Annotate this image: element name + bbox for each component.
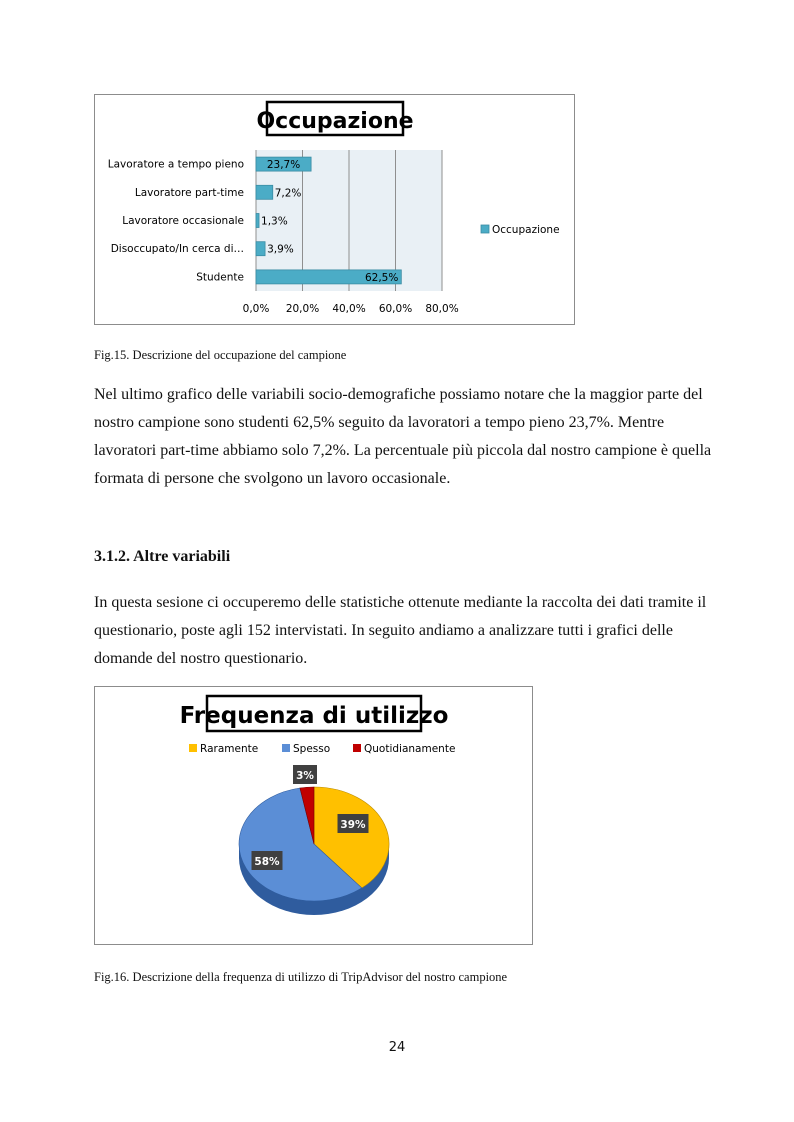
tick-label: 0,0% <box>242 303 270 315</box>
chart-title: Frequenza di utilizzo <box>179 703 449 729</box>
legend-label: Spesso <box>293 743 331 755</box>
figure-caption: Fig.15. Descrizione del occupazione del campione <box>94 348 347 362</box>
category-label: Disoccupato/In cerca di… <box>110 243 244 256</box>
data-label: 7,2% <box>274 187 302 200</box>
category-label: Lavoratore occasionale <box>122 215 244 227</box>
data-label: 1,3% <box>261 215 288 228</box>
legend-swatch <box>481 225 489 233</box>
tick-label: 80,0% <box>425 303 459 315</box>
legend-swatch <box>353 744 361 752</box>
data-label: 3% <box>296 770 314 782</box>
legend-swatch <box>189 744 197 752</box>
section-heading: 3.1.2. Altre variabili <box>94 548 231 565</box>
body-paragraph: Nel ultimo grafico delle variabili socio-demografiche possiamo notare che la maggior parte del nostro campione sono studenti 62,5% seguito da lavoratori a tempo pieno 23,7%. Mentre lavoratori part-time abbiamo solo 7,2%. La percentuale più piccola dal nostro campione è quella formata di persone che svolgono un lavoro occasionale. <box>94 386 712 487</box>
data-label: 62,5% <box>364 271 399 284</box>
legend-label: Occupazione <box>492 224 560 236</box>
bar <box>256 242 265 256</box>
tick-label: 20,0% <box>285 303 320 315</box>
bar <box>256 185 273 199</box>
legend-swatch <box>282 744 290 752</box>
tick-label: 40,0% <box>332 303 366 315</box>
body-paragraph: In questa sesione ci occuperemo delle statistiche ottenute mediante la raccolta dei dati tramite il questionario, poste agli 152 intervistati. In seguito andiamo a analizzare tutti i grafici delle domande del nostro questionario. <box>94 594 707 667</box>
category-label: Lavoratore a tempo pieno <box>107 158 244 171</box>
data-label: 3,9% <box>267 243 294 256</box>
tick-label: 60,0% <box>378 303 413 315</box>
legend-label: Raramente <box>200 743 259 755</box>
chart-title: Occupazione <box>256 109 414 134</box>
data-label: 23,7% <box>266 159 301 172</box>
legend-label: Quotidianamente <box>364 743 456 755</box>
data-label: 58% <box>254 856 280 868</box>
frequency-chart <box>94 686 533 945</box>
category-label: Lavoratore part-time <box>134 186 244 199</box>
data-label: 39% <box>340 819 366 831</box>
frequency-chart-svg <box>95 687 532 944</box>
category-label: Studente <box>196 271 244 284</box>
occupation-chart <box>94 94 575 325</box>
figure-caption: Fig.16. Descrizione della frequenza di utilizzo di TripAdvisor del nostro campione <box>94 970 508 984</box>
bar <box>256 214 259 228</box>
occupation-chart-svg <box>95 95 574 324</box>
page-number: 24 <box>388 1040 406 1055</box>
